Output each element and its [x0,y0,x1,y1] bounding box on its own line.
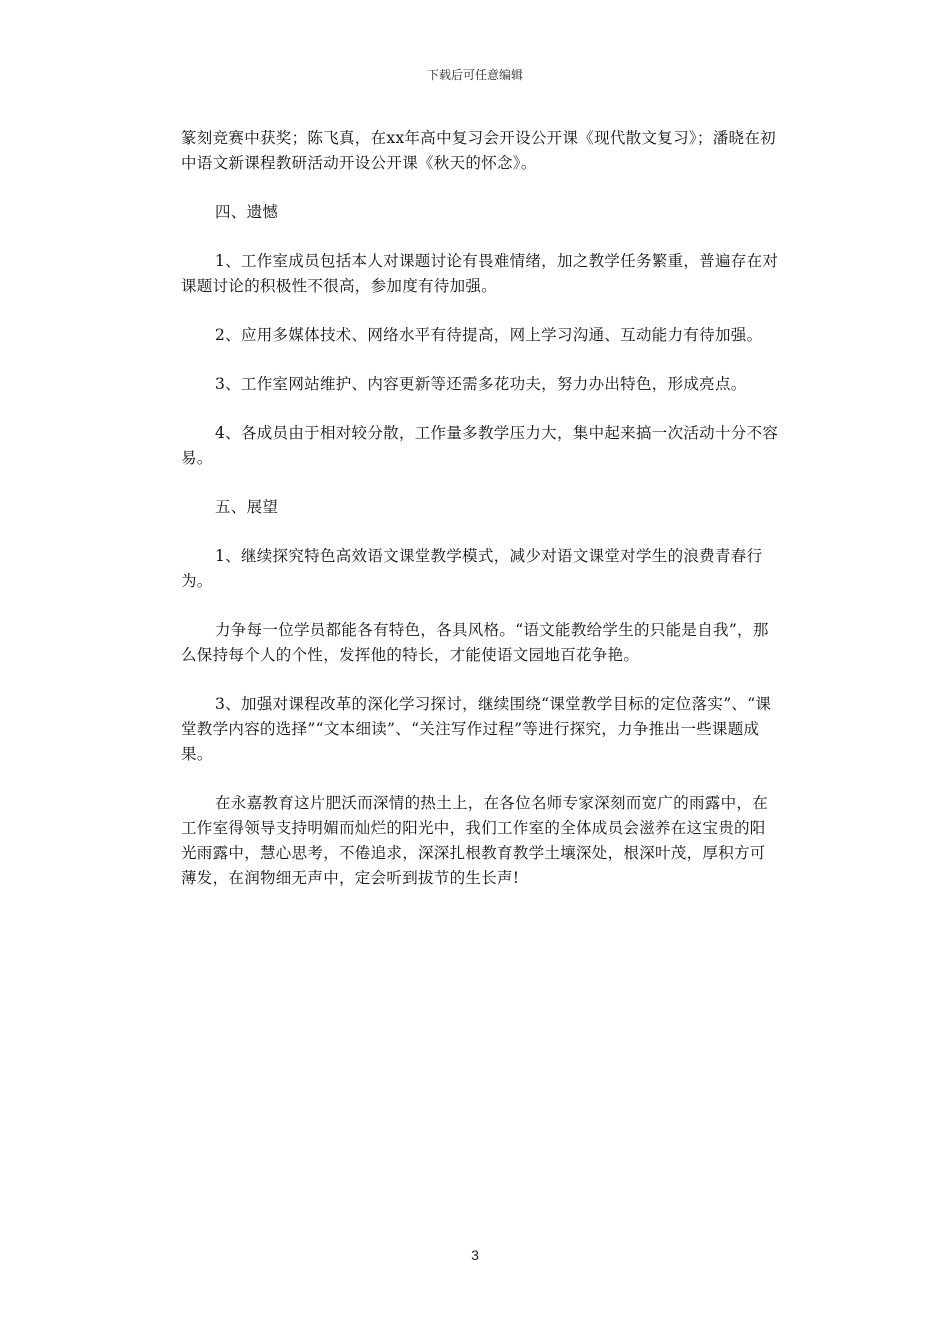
paragraph-regret-4: 4、各成员由于相对较分散，工作量多教学压力大，集中起来搞一次活动十分不容易。 [181,424,779,467]
paragraph-outlook-2: 力争每一位学员都能各有特色，各具风格。“语文能教给学生的只能是自我”，那么保持每个人的个性，发挥他的特长，才能使语文园地百花争艳。 [181,621,769,664]
paragraph-regret-3: 3、工作室网站维护、内容更新等还需多花功夫，努力办出特色，形成亮点。 [215,375,747,393]
paragraph-outlook-1: 1、继续探究特色高效语文课堂教学模式，减少对语文课堂对学生的浪费青春行为。 [181,547,763,590]
page-number: 3 [471,1247,479,1263]
page-header: 下载后可任意编辑 [426,68,523,82]
paragraph-continuation: 篆刻竞赛中获奖；陈飞真，在xx年高中复习会开设公开课《现代散文复习》；潘晓在初中语文新课程教研活动开设公开课《秋天的怀念》。 [181,129,776,172]
document-body [181,126,781,915]
paragraph-closing: 在永嘉教育这片肥沃而深情的热土上，在各位名师专家深刻而宽广的雨露中，在工作室得领导支持明媚而灿烂的阳光中，我们工作室的全体成员会滋养在这宝贵的阳光雨露中，慧心思考，不倦追求，深深扎根教育教学土壤深处，根深叶茂，厚积方可薄发，在润物细无声中，定会听到拔节的生长声! [181,794,769,887]
section-heading-regrets: 四、遗憾 [215,203,279,221]
paragraph-outlook-3: 3、加强对课程改革的深化学习探讨，继续围绕“课堂教学目标的定位落实”、“课堂教学内容的选择”“文本细读”、“关注写作过程”等进行探究，力争推出一些课题成果。 [181,695,772,763]
section-heading-outlook: 五、展望 [215,498,279,516]
paragraph-regret-2: 2、应用多媒体技术、网络水平有待提高，网上学习沟通、互动能力有待加强。 [215,326,763,344]
paragraph-regret-1: 1、工作室成员包括本人对课题讨论有畏难情绪，加之教学任务繁重，普遍存在对课题讨论的积极性不很高，参加度有待加强。 [181,252,779,295]
